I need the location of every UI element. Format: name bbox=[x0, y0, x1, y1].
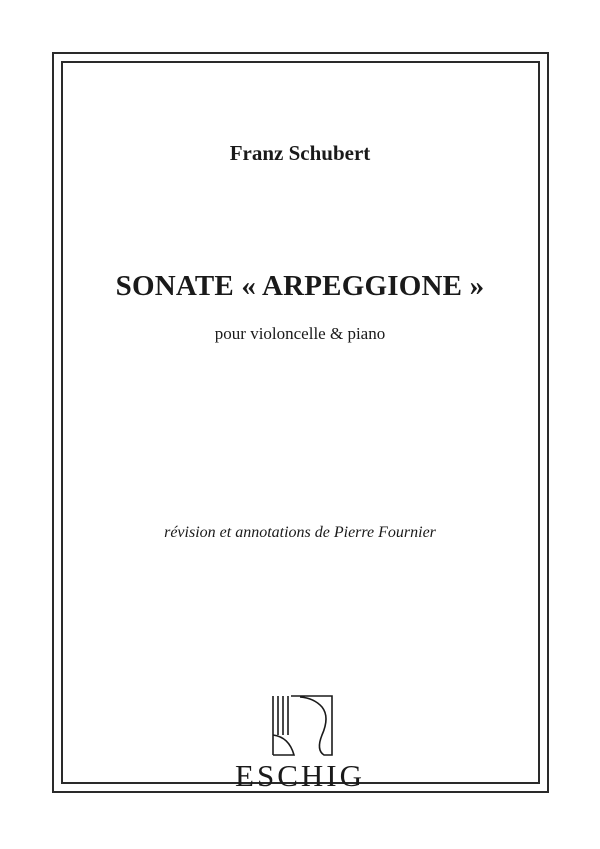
inner-border bbox=[61, 61, 540, 784]
instrumentation: pour violoncelle & piano bbox=[214, 324, 386, 343]
composer-name: Franz Schubert bbox=[229, 141, 371, 165]
work-title: SONATE « ARPEGGIONE » bbox=[115, 270, 485, 302]
publisher-name: ESCHIG bbox=[235, 758, 365, 793]
revision-credit: révision et annotations de Pierre Fournier bbox=[164, 524, 436, 541]
eschig-lyre-logo-icon bbox=[272, 695, 334, 762]
